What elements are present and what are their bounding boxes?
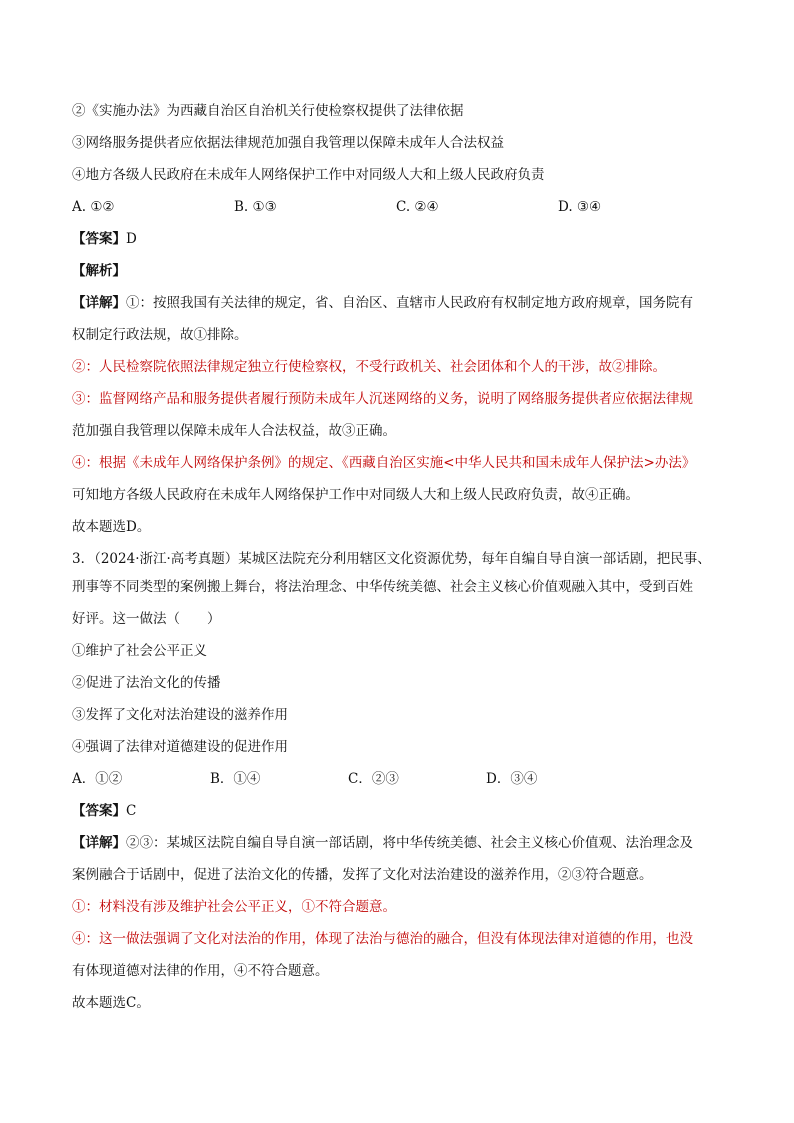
q2-analysis-label: 【解析】 (72, 263, 126, 279)
q3-statement-2: ②促进了法治文化的传播 (72, 675, 221, 691)
detail-label: 【详解】 (72, 295, 126, 311)
q3-answer (72, 802, 722, 820)
q2-detail-4a: ④：根据《未成年人网络保护条例》的规定、《西藏自治区实施<中华人民共和国未成年人保护法>办法》 (72, 455, 696, 471)
q3-statement-3: ③发挥了文化对法治建设的滋养作用 (72, 707, 288, 723)
q3-statement-1: ①维护了社会公平正义 (72, 643, 207, 659)
q3-detail-1: ①：材料没有涉及维护社会公平正义，①不符合题意。 (72, 899, 396, 915)
answer-label: 【答案】 (72, 803, 126, 819)
q2-conclusion: 故本题选D。 (72, 519, 151, 535)
q2-option-d: D. ③④ (558, 199, 602, 215)
q3-stem-3: 好评。这一做法（ ） (72, 611, 221, 627)
q2-detail-4b: 可知地方各级人民政府在未成年人网络保护工作中对同级人大和上级人民政府负责，故④正确。 (72, 487, 639, 503)
q3-detail-23a (72, 834, 722, 852)
q2-options (72, 198, 722, 216)
q2-statement-3: ③网络服务提供者应依据法律规范加强自我管理以保障未成年人合法权益 (72, 135, 504, 151)
q2-detail-2: ②：人民检察院依照法律规定独立行使检察权，不受行政机关、社会团体和个人的干涉，故②排除。 (72, 359, 666, 375)
detail-label: 【详解】 (72, 835, 126, 851)
answer-value: D (126, 231, 137, 247)
q2-option-c: C. ②④ (396, 199, 439, 215)
q3-detail-23b: 案例融合于话剧中，促进了法治文化的传播，发挥了文化对法治建设的滋养作用，②③符合题意。 (72, 867, 653, 883)
q3-stem-1: 3．（2024·浙江·高考真题）某城区法院充分利用辖区文化资源优势，每年自编自导自演一部话剧，把民事、 (72, 551, 711, 567)
q3-option-d: D．③④ (486, 771, 538, 787)
q2-answer (72, 230, 722, 248)
detail-text: ②③：某城区法院自编自导自演一部话剧，将中华传统美德、社会主义核心价值观、法治理念及 (126, 835, 693, 851)
q3-option-b: B．①④ (210, 771, 261, 787)
q3-conclusion: 故本题选C。 (72, 995, 150, 1011)
detail-text: ①：按照我国有关法律的规定，省、自治区、直辖市人民政府有权制定地方政府规章，国务院有 (126, 295, 693, 311)
q3-option-a: A．①② (72, 771, 123, 787)
q2-detail-3a: ③：监督网络产品和服务提供者履行预防未成年人沉迷网络的义务，说明了网络服务提供者应依据法律规 (72, 391, 693, 407)
q2-option-b: B. ①③ (234, 199, 277, 215)
q2-option-a: A. ①② (72, 199, 115, 215)
q2-detail-1b: 权制定行政法规，故①排除。 (72, 327, 248, 343)
q3-detail-4b: 有体现道德对法律的作用，④不符合题意。 (72, 963, 329, 979)
q2-statement-4: ④地方各级人民政府在未成年人网络保护工作中对同级人大和上级人民政府负责 (72, 167, 545, 183)
q2-detail-3b: 范加强自我管理以保障未成年人合法权益，故③正确。 (72, 423, 396, 439)
q2-statement-2: ②《实施办法》为西藏自治区自治机关行使检察权提供了法律依据 (72, 103, 464, 119)
q3-stem-2: 刑事等不同类型的案例搬上舞台，将法治理念、中华传统美德、社会主义核心价值观融入其中，受到百姓 (72, 579, 693, 595)
q3-statement-4: ④强调了法律对道德建设的促进作用 (72, 739, 288, 755)
answer-label: 【答案】 (72, 231, 126, 247)
q3-detail-4a: ④：这一做法强调了文化对法治的作用，体现了法治与德治的融合，但没有体现法律对道德的作用，也没 (72, 931, 693, 947)
q3-options (72, 770, 722, 788)
q3-option-c: C．②③ (348, 771, 399, 787)
q2-detail-1a (72, 294, 722, 312)
answer-value: C (126, 803, 137, 819)
